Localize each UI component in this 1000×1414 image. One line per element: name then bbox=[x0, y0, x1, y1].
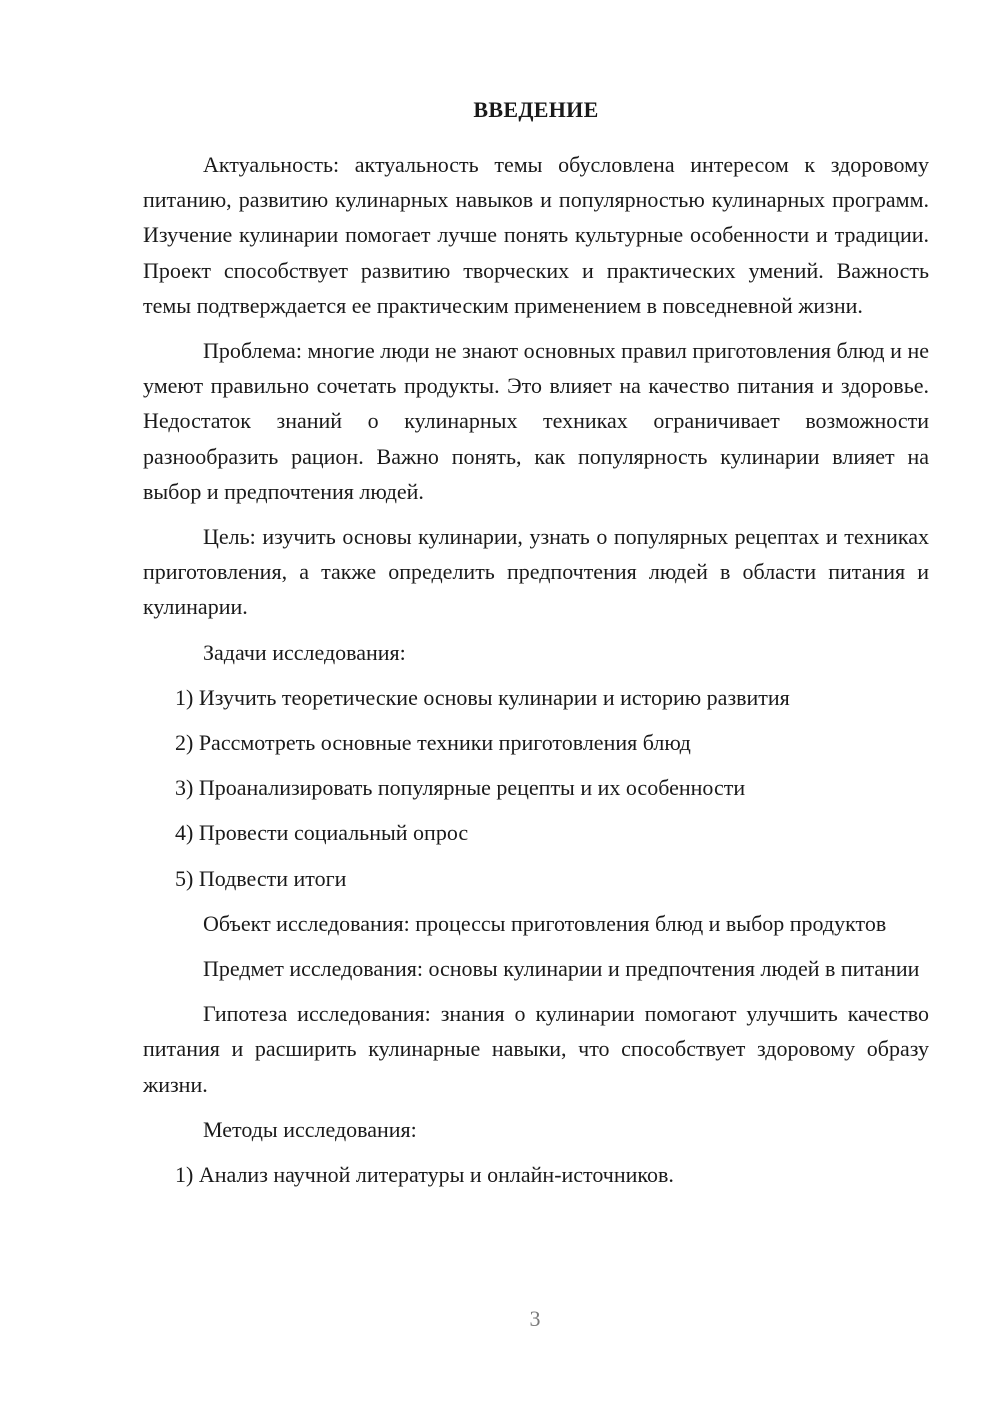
list-item: 3) Проанализировать популярные рецепты и их особенности bbox=[175, 775, 746, 801]
relevance-paragraph: Актуальность: актуальность темы обусловлена интересом к здоровому питанию, развитию кулинарных навыков и популярностью кулинарных программ. Изучение кулинарии помогает лучше понять культурные особенности и традиции. Проект способствует развитию творческих и практических умений. Важность темы подтверждается ее практическим применением в повседневной жизни. bbox=[143, 152, 929, 318]
page-content bbox=[143, 93, 929, 1202]
tasks-label: Задачи исследования: bbox=[203, 639, 406, 665]
subject-paragraph: Предмет исследования: основы кулинарии и предпочтения людей в питании bbox=[203, 956, 920, 982]
list-item: 5) Подвести итоги bbox=[175, 865, 347, 891]
section-heading: ВВЕДЕНИЕ bbox=[473, 97, 599, 122]
list-item: 1) Изучить теоретические основы кулинарии и историю развития bbox=[175, 684, 790, 710]
list-item: 4) Провести социальный опрос bbox=[175, 820, 469, 846]
tasks-list bbox=[143, 680, 929, 896]
list-item: 2) Рассмотреть основные техники приготовления блюд bbox=[175, 730, 691, 756]
goal-paragraph: Цель: изучить основы кулинарии, узнать о популярных рецептах и техниках приготовления, а также определить предпочтения людей в области питания и кулинарии. bbox=[143, 524, 929, 620]
page-number: 3 bbox=[529, 1306, 541, 1331]
object-paragraph: Объект исследования: процессы приготовления блюд и выбор продуктов bbox=[203, 910, 887, 936]
problem-paragraph: Проблема: многие люди не знают основных правил приготовления блюд и не умеют правильно сочетать продукты. Это влияет на качество питания и здоровье. Недостаток знаний о кулинарных техниках ограничивает возможности разнообразить рацион. Важно понять, как популярность кулинарии влияет на выбор и предпочтения людей. bbox=[143, 338, 929, 504]
hypothesis-paragraph: Гипотеза исследования: знания о кулинарии помогают улучшить качество питания и расширить кулинарные навыки, что способствует здоровому образу жизни. bbox=[143, 1001, 929, 1097]
methods-list bbox=[143, 1157, 929, 1192]
methods-label: Методы исследования: bbox=[203, 1116, 417, 1142]
list-item: 1) Анализ научной литературы и онлайн-источников. bbox=[175, 1162, 674, 1188]
